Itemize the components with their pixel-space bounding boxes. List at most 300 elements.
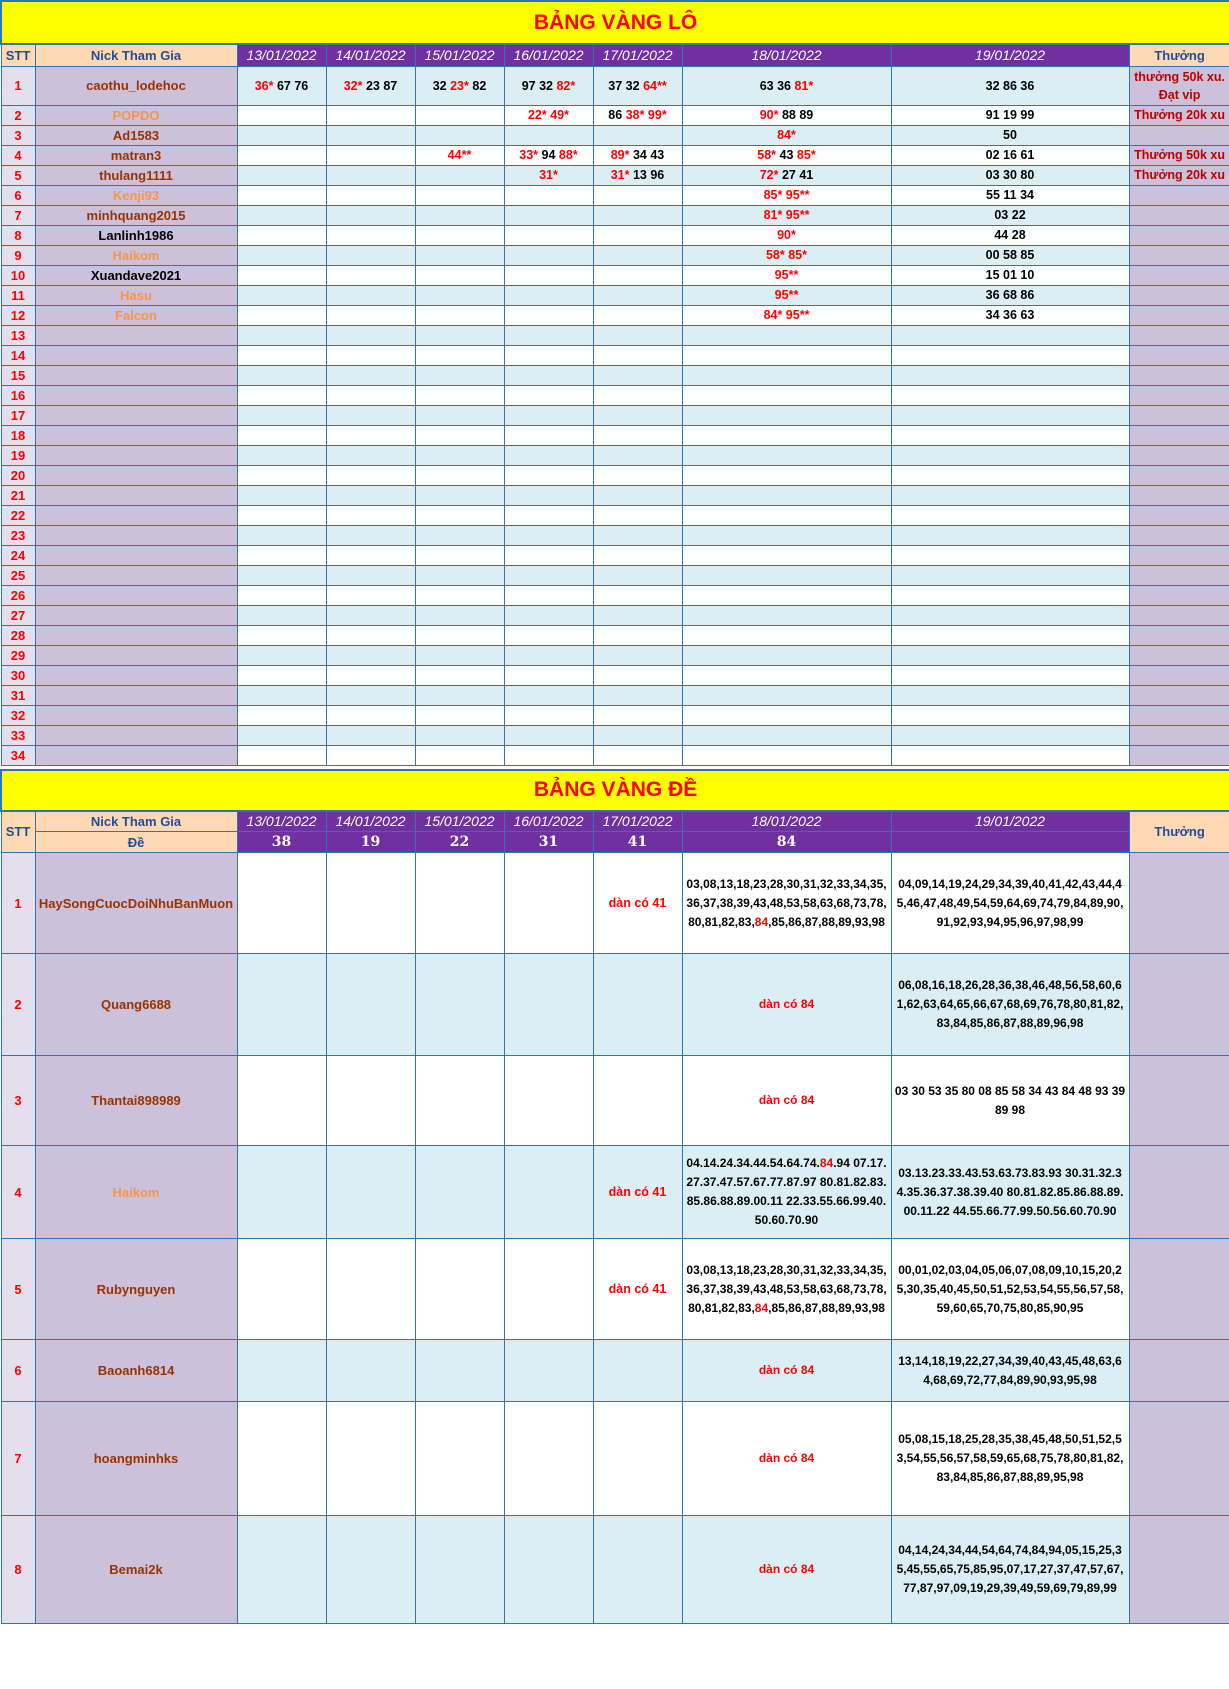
lo-number: 89* xyxy=(610,148,630,162)
lo-cell-empty xyxy=(891,685,1129,705)
lo-row-nick: Kenji93 xyxy=(35,185,237,205)
lo-cell-17-01-2022 xyxy=(593,185,682,205)
lo-number: 13 96 xyxy=(629,168,665,182)
lo-cell-empty xyxy=(891,665,1129,685)
lo-cell-14-01-2022 xyxy=(326,305,415,325)
lo-cell-empty xyxy=(504,605,593,625)
lo-header-date: 16/01/2022 xyxy=(504,44,593,66)
de-cell-empty xyxy=(504,1056,593,1146)
de-result: 84 xyxy=(682,832,891,853)
lo-cell-19-01-2022 xyxy=(891,305,1129,325)
lo-cell-empty xyxy=(682,445,891,465)
lo-cell-empty xyxy=(682,725,891,745)
lo-row xyxy=(1,185,1229,205)
lo-row-stt: 11 xyxy=(1,285,35,305)
de-cell-empty xyxy=(504,1516,593,1624)
lo-row-thuong xyxy=(1129,605,1229,625)
lo-cell-empty xyxy=(593,705,682,725)
lo-row-empty xyxy=(1,685,1229,705)
lo-row-empty xyxy=(1,705,1229,725)
lo-row-thuong xyxy=(1129,305,1229,325)
lo-cell-14-01-2022 xyxy=(326,225,415,245)
lo-row-nick xyxy=(35,705,237,725)
lo-row-empty xyxy=(1,645,1229,665)
de-row-thuong xyxy=(1129,1402,1229,1516)
lo-cell-empty xyxy=(326,345,415,365)
de-cell-17-01: dàn có 41 xyxy=(593,853,682,954)
lo-row-nick xyxy=(35,745,237,765)
lo-row-thuong xyxy=(1129,125,1229,145)
lo-header-date: 18/01/2022 xyxy=(682,44,891,66)
lo-row-stt: 30 xyxy=(1,665,35,685)
lo-number: 03 30 80 xyxy=(985,168,1035,182)
de-row xyxy=(1,1146,1229,1239)
lo-number: 86 xyxy=(608,108,626,122)
lo-cell-16-01-2022 xyxy=(504,205,593,225)
lo-cell-empty xyxy=(326,565,415,585)
lo-cell-15-01-2022 xyxy=(415,205,504,225)
de-row-stt: 4 xyxy=(1,1146,35,1239)
lo-cell-empty xyxy=(504,425,593,445)
lo-cell-empty xyxy=(682,385,891,405)
de-row-thuong xyxy=(1129,954,1229,1056)
lo-cell-empty xyxy=(504,405,593,425)
lo-cell-15-01-2022 xyxy=(415,245,504,265)
lo-row-nick xyxy=(35,425,237,445)
lo-cell-empty xyxy=(237,405,326,425)
lo-cell-empty xyxy=(326,485,415,505)
lo-row-nick xyxy=(35,505,237,525)
lo-cell-empty xyxy=(891,725,1129,745)
lo-row-stt: 14 xyxy=(1,345,35,365)
lo-number: 84* xyxy=(777,128,796,142)
lo-number: 91 19 99 xyxy=(985,108,1035,122)
lo-row-nick: Ad1583 xyxy=(35,125,237,145)
lo-number: 63 36 xyxy=(759,78,795,93)
lo-cell-empty xyxy=(682,485,891,505)
lo-row-empty xyxy=(1,405,1229,425)
lo-cell-16-01-2022 xyxy=(504,185,593,205)
lo-number: 31* xyxy=(610,168,630,182)
lo-cell-empty xyxy=(891,525,1129,545)
lo-cell-16-01-2022 xyxy=(504,145,593,165)
de-cell-18-01 xyxy=(682,1402,891,1516)
lo-cell-empty xyxy=(891,705,1129,725)
lo-cell-empty xyxy=(593,445,682,465)
lo-cell-18-01-2022 xyxy=(682,245,891,265)
lo-row-nick: Lanlinh1986 xyxy=(35,225,237,245)
lo-cell-empty xyxy=(593,685,682,705)
lo-cell-empty xyxy=(682,625,891,645)
lo-cell-13-01-2022 xyxy=(237,305,326,325)
lo-number: 32 xyxy=(432,78,451,93)
lo-cell-empty xyxy=(415,665,504,685)
lo-cell-empty xyxy=(326,385,415,405)
de-row-nick: Thantai898989 xyxy=(35,1056,237,1146)
lo-cell-empty xyxy=(593,625,682,645)
lo-cell-empty xyxy=(326,465,415,485)
lo-row-empty xyxy=(1,445,1229,465)
lo-row-stt: 4 xyxy=(1,145,35,165)
lo-number: 94 xyxy=(538,148,559,162)
lo-row-nick: Haikom xyxy=(35,245,237,265)
lo-number: 64** xyxy=(643,78,667,93)
de-cell-empty xyxy=(326,1340,415,1402)
de-number-list: dàn có 84 xyxy=(758,1093,815,1107)
de-number-list: dàn có 84 xyxy=(758,1562,815,1576)
lo-cell-15-01-2022 xyxy=(415,105,504,125)
de-row-stt: 6 xyxy=(1,1340,35,1402)
lo-cell-19-01-2022 xyxy=(891,66,1129,105)
lo-header-date: 14/01/2022 xyxy=(326,44,415,66)
lo-cell-empty xyxy=(593,645,682,665)
lo-row-stt: 25 xyxy=(1,565,35,585)
de-row xyxy=(1,1516,1229,1624)
lo-cell-empty xyxy=(504,625,593,645)
lo-cell-empty xyxy=(593,325,682,345)
lo-cell-empty xyxy=(237,465,326,485)
lo-row-stt: 20 xyxy=(1,465,35,485)
lo-cell-empty xyxy=(326,645,415,665)
de-row xyxy=(1,954,1229,1056)
lo-cell-empty xyxy=(682,365,891,385)
lo-row-thuong xyxy=(1129,625,1229,645)
lo-cell-empty xyxy=(415,565,504,585)
lo-number: 43 xyxy=(776,148,797,162)
lo-row-empty xyxy=(1,325,1229,345)
lo-cell-empty xyxy=(415,585,504,605)
lo-cell-empty xyxy=(237,725,326,745)
de-cell-empty xyxy=(237,1340,326,1402)
de-row-thuong xyxy=(1129,853,1229,954)
lo-cell-empty xyxy=(326,425,415,445)
lo-cell-empty xyxy=(891,465,1129,485)
lo-cell-empty xyxy=(891,585,1129,605)
lo-number: 23 87 xyxy=(362,78,398,93)
lo-number: 27 41 xyxy=(778,168,814,182)
lo-row-nick xyxy=(35,685,237,705)
lo-cell-empty xyxy=(504,565,593,585)
lo-cell-13-01-2022 xyxy=(237,285,326,305)
lo-row-empty xyxy=(1,505,1229,525)
de-row xyxy=(1,1340,1229,1402)
de-number-list: 84 xyxy=(819,1156,834,1170)
de-cell-18-01 xyxy=(682,954,891,1056)
lo-row-empty xyxy=(1,625,1229,645)
de-row-stt: 7 xyxy=(1,1402,35,1516)
de-cell-empty xyxy=(237,853,326,954)
lo-cell-13-01-2022 xyxy=(237,105,326,125)
lo-cell-empty xyxy=(593,545,682,565)
lo-row-thuong xyxy=(1129,705,1229,725)
de-header-date: 15/01/2022 xyxy=(415,811,504,832)
lo-cell-13-01-2022 xyxy=(237,145,326,165)
lo-number: 44** xyxy=(447,148,472,162)
lo-cell-empty xyxy=(891,505,1129,525)
lo-cell-14-01-2022 xyxy=(326,285,415,305)
lo-cell-empty xyxy=(682,605,891,625)
lo-row-empty xyxy=(1,605,1229,625)
de-cell-empty xyxy=(504,1402,593,1516)
de-cell-17-01 xyxy=(593,1402,682,1516)
lo-cell-19-01-2022 xyxy=(891,185,1129,205)
lo-cell-17-01-2022 xyxy=(593,305,682,325)
de-number-list: 84 xyxy=(754,914,769,929)
lo-row-nick: thulang1111 xyxy=(35,165,237,185)
lo-cell-17-01-2022 xyxy=(593,66,682,105)
lo-row-stt: 2 xyxy=(1,105,35,125)
lo-cell-empty xyxy=(415,365,504,385)
de-row-nick: Baoanh6814 xyxy=(35,1340,237,1402)
lo-row-nick xyxy=(35,345,237,365)
lo-cell-13-01-2022 xyxy=(237,225,326,245)
lo-cell-18-01-2022 xyxy=(682,165,891,185)
lo-cell-empty xyxy=(504,585,593,605)
lo-row-empty xyxy=(1,565,1229,585)
de-result: 22 xyxy=(415,832,504,853)
lo-row-empty xyxy=(1,465,1229,485)
lo-cell-empty xyxy=(237,545,326,565)
lo-header-date: 19/01/2022 xyxy=(891,44,1129,66)
lo-row xyxy=(1,66,1229,105)
lo-cell-empty xyxy=(593,665,682,685)
de-number-list: .94 07.17.27.37.47.57.67.77.87.97 80.81.82.83.85.86.88.89.00.11 22.33.55.66.99.40.50.60.70.90 xyxy=(686,1156,887,1227)
lo-cell-empty xyxy=(593,745,682,765)
lo-cell-empty xyxy=(326,585,415,605)
lo-row-thuong xyxy=(1129,685,1229,705)
lo-cell-empty xyxy=(326,605,415,625)
de-cell-19-01: 00,01,02,03,04,05,06,07,08,09,10,15,20,25,30,35,40,45,50,51,52,53,54,55,56,57,58,59,60,65,70,75,80,85,90,95 xyxy=(891,1239,1129,1340)
lo-cell-empty xyxy=(593,505,682,525)
lo-cell-13-01-2022 xyxy=(237,165,326,185)
lo-row-nick: matran3 xyxy=(35,145,237,165)
lo-cell-19-01-2022 xyxy=(891,125,1129,145)
de-cell-empty xyxy=(237,1239,326,1340)
lo-row-stt: 7 xyxy=(1,205,35,225)
lo-cell-13-01-2022 xyxy=(237,185,326,205)
lo-cell-19-01-2022 xyxy=(891,205,1129,225)
lo-number: 50 xyxy=(1003,128,1017,142)
de-number-list: dàn có 84 xyxy=(758,1363,815,1377)
de-cell-empty xyxy=(415,1516,504,1624)
de-result xyxy=(891,832,1129,853)
lo-cell-14-01-2022 xyxy=(326,265,415,285)
de-header-de: Đề xyxy=(35,832,237,853)
lo-number: 32* xyxy=(343,78,363,93)
lo-number: 44 28 xyxy=(994,228,1026,242)
lo-number: 31* xyxy=(539,168,558,182)
lo-row-nick xyxy=(35,725,237,745)
lo-cell-empty xyxy=(593,565,682,585)
de-cell-18-01 xyxy=(682,1146,891,1239)
lo-cell-empty xyxy=(415,445,504,465)
lo-row-nick xyxy=(35,465,237,485)
de-cell-empty xyxy=(415,1056,504,1146)
lo-cell-empty xyxy=(326,725,415,745)
lo-row-thuong xyxy=(1129,525,1229,545)
de-cell-empty xyxy=(504,1146,593,1239)
lo-header-thuong: Thưởng xyxy=(1129,44,1229,66)
lo-row-empty xyxy=(1,745,1229,765)
bang-vang-de-table xyxy=(0,769,1229,1625)
lo-cell-empty xyxy=(682,705,891,725)
de-row-thuong xyxy=(1129,1056,1229,1146)
lo-row-empty xyxy=(1,665,1229,685)
de-cell-empty xyxy=(415,853,504,954)
lo-row-nick xyxy=(35,325,237,345)
lo-row-thuong xyxy=(1129,585,1229,605)
lo-row-empty xyxy=(1,345,1229,365)
de-result: 38 xyxy=(237,832,326,853)
de-header-date: 16/01/2022 xyxy=(504,811,593,832)
de-cell-empty xyxy=(237,1516,326,1624)
lo-cell-17-01-2022 xyxy=(593,165,682,185)
lo-row-stt: 24 xyxy=(1,545,35,565)
lo-cell-empty xyxy=(415,725,504,745)
lo-cell-empty xyxy=(504,525,593,545)
de-number-list: 03,08,13,18,23,28,30,31,32,33,34,35,36,37,38,39,43,48,53,58,63,68,73,78,80,81,82,83, xyxy=(686,876,887,929)
lo-row-stt: 12 xyxy=(1,305,35,325)
lo-title: BẢNG VÀNG LÔ xyxy=(1,1,1229,44)
lo-row-thuong xyxy=(1129,185,1229,205)
lo-cell-19-01-2022 xyxy=(891,145,1129,165)
de-cell-17-01 xyxy=(593,954,682,1056)
lo-cell-empty xyxy=(326,745,415,765)
lo-header-date: 15/01/2022 xyxy=(415,44,504,66)
lo-cell-empty xyxy=(682,685,891,705)
lo-cell-empty xyxy=(237,345,326,365)
lo-cell-empty xyxy=(415,485,504,505)
de-cell-19-01: 03.13.23.33.43.53.63.73.83.93 30.31.32.34.35.36.37.38.39.40 80.81.82.85.86.88.89.00.11.22 44.55.66.77.99.50.56.60.70.90 xyxy=(891,1146,1129,1239)
lo-row-stt: 9 xyxy=(1,245,35,265)
lo-row-thuong xyxy=(1129,205,1229,225)
de-row-nick: Haikom xyxy=(35,1146,237,1239)
lo-row xyxy=(1,285,1229,305)
de-row-nick: hoangminhks xyxy=(35,1402,237,1516)
lo-number: 81* 95** xyxy=(763,208,810,222)
lo-cell-16-01-2022 xyxy=(504,285,593,305)
lo-cell-empty xyxy=(237,365,326,385)
lo-number: 38* 99* xyxy=(625,108,667,122)
lo-row-empty xyxy=(1,385,1229,405)
lo-cell-empty xyxy=(682,505,891,525)
lo-row-thuong xyxy=(1129,325,1229,345)
de-cell-19-01: 05,08,15,18,25,28,35,38,45,48,50,51,52,53,54,55,56,57,58,59,65,68,75,78,80,81,82,83,84,85,86,87,88,89,95,98 xyxy=(891,1402,1129,1516)
de-row-nick: Bemai2k xyxy=(35,1516,237,1624)
lo-row-stt: 22 xyxy=(1,505,35,525)
lo-number: 72* xyxy=(759,168,779,182)
lo-number: 22* 49* xyxy=(527,108,569,122)
de-row xyxy=(1,1402,1229,1516)
lo-cell-empty xyxy=(593,725,682,745)
de-row-stt: 3 xyxy=(1,1056,35,1146)
lo-cell-empty xyxy=(504,705,593,725)
lo-row-nick xyxy=(35,385,237,405)
lo-cell-empty xyxy=(593,485,682,505)
lo-cell-empty xyxy=(891,445,1129,465)
lo-cell-empty xyxy=(415,345,504,365)
lo-row-nick: POPDO xyxy=(35,105,237,125)
lo-cell-empty xyxy=(415,525,504,545)
lo-row-empty xyxy=(1,525,1229,545)
de-row-stt: 5 xyxy=(1,1239,35,1340)
lo-cell-empty xyxy=(682,745,891,765)
lo-cell-empty xyxy=(504,325,593,345)
lo-number: 84* 95** xyxy=(763,308,810,322)
lo-row-stt: 27 xyxy=(1,605,35,625)
lo-row xyxy=(1,245,1229,265)
de-header-nick: Nick Tham Gia xyxy=(35,811,237,832)
de-cell-empty xyxy=(326,853,415,954)
lo-cell-15-01-2022 xyxy=(415,145,504,165)
lo-row-stt: 17 xyxy=(1,405,35,425)
lo-row-thuong: Thưởng 20k xu xyxy=(1129,105,1229,125)
de-cell-19-01: 06,08,16,18,26,28,36,38,46,48,56,58,60,61,62,63,64,65,66,67,68,69,76,78,80,81,82,83,84,85,86,87,88,89,96,98 xyxy=(891,954,1129,1056)
de-row xyxy=(1,853,1229,954)
lo-number: 88* xyxy=(558,148,578,162)
lo-cell-empty xyxy=(326,625,415,645)
de-title: BẢNG VÀNG ĐỀ xyxy=(1,770,1229,811)
de-result: 31 xyxy=(504,832,593,853)
lo-cell-15-01-2022 xyxy=(415,125,504,145)
de-number-list: dàn có 84 xyxy=(758,997,815,1011)
lo-cell-19-01-2022 xyxy=(891,225,1129,245)
lo-number: 95** xyxy=(774,268,799,282)
lo-row-stt: 31 xyxy=(1,685,35,705)
lo-cell-18-01-2022 xyxy=(682,225,891,245)
de-number-list: 03,08,13,18,23,28,30,31,32,33,34,35,36,37,38,39,43,48,53,58,63,68,73,78,80,81,82,83, xyxy=(686,1262,887,1315)
de-cell-empty xyxy=(504,853,593,954)
lo-number: 03 22 xyxy=(994,208,1026,222)
lo-cell-empty xyxy=(415,745,504,765)
lo-cell-17-01-2022 xyxy=(593,265,682,285)
lo-row-thuong xyxy=(1129,425,1229,445)
lo-number: 33* xyxy=(519,148,539,162)
lo-cell-empty xyxy=(237,445,326,465)
lo-cell-empty xyxy=(593,405,682,425)
lo-row-thuong xyxy=(1129,365,1229,385)
lo-number: 97 32 xyxy=(521,78,557,93)
lo-cell-18-01-2022 xyxy=(682,66,891,105)
lo-cell-empty xyxy=(326,505,415,525)
de-cell-19-01: 13,14,18,19,22,27,34,39,40,43,45,48,63,64,68,69,72,77,84,89,90,93,95,98 xyxy=(891,1340,1129,1402)
lo-cell-empty xyxy=(415,405,504,425)
de-cell-19-01: 03 30 53 35 80 08 85 58 34 43 84 48 93 39 89 98 xyxy=(891,1056,1129,1146)
lo-row-empty xyxy=(1,725,1229,745)
de-cell-empty xyxy=(326,954,415,1056)
de-row-nick: Quang6688 xyxy=(35,954,237,1056)
lo-cell-17-01-2022 xyxy=(593,225,682,245)
lo-row-nick xyxy=(35,565,237,585)
lo-row-thuong xyxy=(1129,445,1229,465)
lo-row-thuong: Thưởng 50k xu xyxy=(1129,145,1229,165)
lo-row-nick xyxy=(35,405,237,425)
lo-cell-18-01-2022 xyxy=(682,125,891,145)
lo-cell-empty xyxy=(237,705,326,725)
lo-row-stt: 32 xyxy=(1,705,35,725)
de-header-date: 18/01/2022 xyxy=(682,811,891,832)
lo-row-nick xyxy=(35,585,237,605)
lo-cell-empty xyxy=(237,745,326,765)
lo-row-empty xyxy=(1,425,1229,445)
lo-cell-empty xyxy=(326,325,415,345)
lo-row-stt: 5 xyxy=(1,165,35,185)
lo-row-stt: 1 xyxy=(1,66,35,105)
lo-cell-empty xyxy=(504,545,593,565)
lo-number: 37 32 xyxy=(608,78,644,93)
de-result: 19 xyxy=(326,832,415,853)
lo-cell-empty xyxy=(593,465,682,485)
